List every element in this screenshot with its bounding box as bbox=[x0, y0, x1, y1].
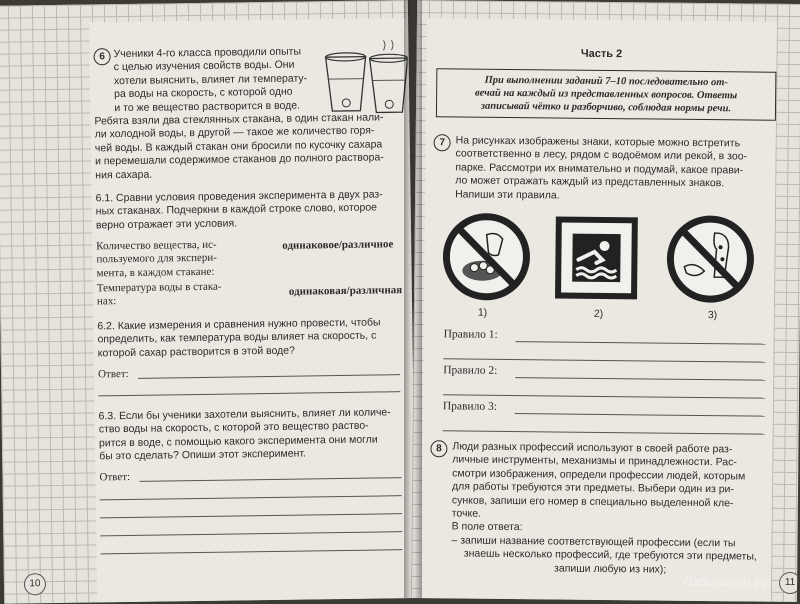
answer-line[interactable] bbox=[100, 513, 402, 518]
answer-line[interactable] bbox=[140, 477, 402, 482]
task-line: точке. bbox=[451, 507, 482, 520]
task-line: В поле ответа: bbox=[451, 520, 523, 534]
task-6-number: 6 bbox=[93, 48, 110, 65]
instructions-box bbox=[436, 68, 776, 121]
q-line: бы это сделать? Опиши этот эксперимент. bbox=[99, 447, 306, 463]
cond-line: Температура воды в стака- bbox=[96, 280, 222, 295]
answer-label-6-3: Ответ: bbox=[99, 470, 131, 484]
instr-line: записывай чётко и разборчиво, соблюдая нормы речи. bbox=[480, 100, 732, 115]
intro-line: ли холодной воды, в другой — такое же количество горя- bbox=[94, 124, 375, 141]
glasses-illustration bbox=[317, 38, 408, 119]
cond-line: пользуемого для экспери- bbox=[96, 252, 217, 266]
answer-label-6-2: Ответ: bbox=[97, 367, 129, 381]
page-number-right: 11 bbox=[779, 572, 800, 594]
task-line: ло может отражать каждый из представленных знаков. bbox=[455, 174, 725, 190]
task-line: Люди разных профессий используют в своей работе раз- bbox=[452, 440, 733, 456]
task-line: личные инструменты, механизмы и принадлежности. Рас- bbox=[452, 453, 737, 469]
condition-1-options[interactable]: одинаковое/различное bbox=[282, 238, 394, 252]
task-line: сунков, запиши его номер в специально выделенной кле- bbox=[451, 494, 734, 509]
condition-2-label bbox=[97, 280, 257, 309]
no-touching-nest-icon bbox=[442, 212, 531, 301]
q-line: рится в воде, с помощью какого эксперимента они могли bbox=[98, 433, 378, 450]
intro-line: ния сахара. bbox=[95, 168, 153, 182]
condition-2-options[interactable]: одинаковая/различная bbox=[288, 284, 403, 298]
answer-line[interactable] bbox=[101, 549, 403, 554]
right-page-content bbox=[421, 18, 777, 602]
q-line: 6.1. Сравни условия проведения эксперимента в двух раз- bbox=[95, 188, 383, 205]
task-line: смотри изображения, определи профессии людей, которым bbox=[452, 467, 746, 483]
q-line: ных стаканах. Подчеркни в каждой строке слово, которое bbox=[95, 201, 378, 218]
task-8-number: 8 bbox=[430, 440, 447, 457]
right-page bbox=[411, 0, 800, 602]
question-6-3 bbox=[99, 406, 412, 464]
rule-1-line-2[interactable] bbox=[443, 358, 765, 362]
rule-3-line-2[interactable] bbox=[443, 430, 765, 434]
intro-line: Ученики 4-го класса проводили опыты bbox=[113, 45, 302, 61]
intro-line: и то же вещество растворится в воде. bbox=[114, 99, 301, 114]
question-6-1 bbox=[95, 188, 408, 233]
cond-line: Количество вещества, ис- bbox=[96, 238, 217, 253]
swimming-allowed-icon bbox=[554, 215, 639, 300]
intro-line: ра воды на скорость, с которой одно bbox=[114, 85, 293, 101]
task-6-intro-short bbox=[113, 45, 319, 115]
q-line: 6.2. Какие измерения и сравнения нужно провести, чтобы bbox=[97, 316, 381, 333]
task-7-text bbox=[455, 134, 774, 204]
answer-line[interactable] bbox=[138, 374, 400, 379]
question-6-2 bbox=[97, 316, 410, 361]
q-line: 6.3. Если бы ученики захотели выяснить, влияет ли количе- bbox=[98, 406, 391, 423]
rule-2-line-2[interactable] bbox=[443, 394, 765, 398]
intro-line: чей воды. В каждый стакан они бросили по кусочку сахара bbox=[94, 138, 383, 155]
sign-3-label: 3) bbox=[707, 309, 718, 322]
q-line: верно отражает эти условия. bbox=[95, 217, 238, 232]
task-7-number: 7 bbox=[434, 134, 451, 151]
labirint-watermark: Лабиринт.ру bbox=[683, 573, 770, 590]
intro-line: и перемешали содержимое стаканов до полного раствора- bbox=[94, 151, 384, 168]
sign-2-label: 2) bbox=[593, 307, 604, 320]
left-page-content bbox=[89, 18, 415, 602]
answer-line[interactable] bbox=[98, 391, 400, 396]
intro-line: хотели выяснить, влияет ли температу- bbox=[113, 72, 308, 87]
task-line: для работы требуются эти предметы. Выбери один из ри- bbox=[451, 480, 735, 496]
intro-line: Ребята взяли два стеклянных стакана, в один стакан нали- bbox=[94, 111, 384, 128]
task-line: соответственно в лесу, рядом с водоёмом или рекой, в зоо- bbox=[455, 147, 748, 163]
answer-line[interactable] bbox=[100, 531, 402, 536]
task-line: парке. Рассмотри их внимательно и подумай, какое прави- bbox=[455, 161, 744, 177]
task-6-intro-long bbox=[94, 111, 407, 182]
task-line: знаешь несколько профессий, где требуются эти предметы, bbox=[463, 547, 757, 563]
book-spine bbox=[404, 0, 422, 598]
page-number-left: 10 bbox=[24, 573, 46, 595]
rule-2-line[interactable] bbox=[515, 377, 765, 381]
task-line: запиши любую из них); bbox=[554, 562, 667, 576]
cond-line: нах: bbox=[96, 295, 117, 308]
rule-3-label: Правило 3: bbox=[442, 400, 498, 413]
rule-2-label: Правило 2: bbox=[443, 364, 498, 377]
part-title: Часть 2 bbox=[580, 47, 623, 61]
task-8-text bbox=[451, 440, 770, 577]
instr-line: При выполнении заданий 7–10 последовательно от- bbox=[484, 74, 729, 89]
task-line: На рисунках изображены знаки, которые можно встретить bbox=[455, 134, 741, 150]
q-line: которой сахар растворится в этой воде? bbox=[97, 344, 296, 360]
intro-line: с целью изучения свойств воды. Они bbox=[113, 59, 295, 74]
cond-line: мента, в каждом стакане: bbox=[96, 265, 215, 280]
q-line: ство воды на скорость, с которой это вещество раство- bbox=[98, 420, 369, 436]
rule-3-line[interactable] bbox=[515, 413, 765, 417]
instr-line: вечай на каждый из представленных вопросов. Ответы bbox=[474, 87, 738, 102]
no-feeding-animals-icon bbox=[666, 215, 755, 304]
sign-1-label: 1) bbox=[477, 306, 488, 319]
answer-line[interactable] bbox=[100, 495, 402, 500]
task-line: Напиши эти правила. bbox=[455, 188, 560, 202]
task-line: – запиши название соответствующей профессии (если ты bbox=[451, 534, 736, 550]
rule-1-line[interactable] bbox=[516, 341, 766, 345]
rule-1-label: Правило 1: bbox=[443, 328, 498, 341]
q-line: определить, как температура воды влияет на скорость, с bbox=[97, 329, 377, 346]
condition-1-label bbox=[96, 238, 257, 280]
